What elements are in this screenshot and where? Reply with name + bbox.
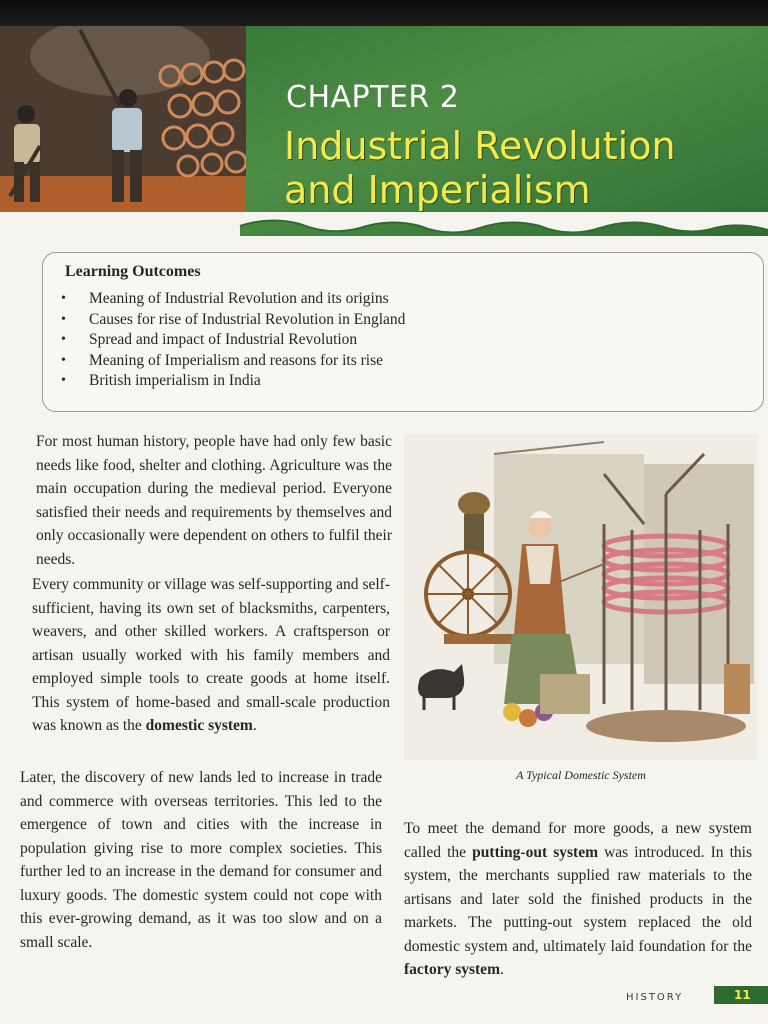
paragraph-basic-needs: For most human history, people have had only few basic needs like food, shelter and clothing. Agriculture was the main occupation during the medieval period. Everyone satisfied their needs and requirements by themselves and only occasionally were dependent on others to fulfil their needs.: [36, 433, 392, 568]
figure-caption: A Typical Domestic System: [516, 768, 646, 782]
term-factory-system: factory system: [404, 961, 500, 978]
chapter-title-line-2: and Imperialism: [284, 168, 591, 212]
page-number: 11: [714, 986, 768, 1004]
term-domestic-system: domestic system: [145, 717, 253, 734]
paragraph-text: was introduced. In this system, the merchants supplied raw materials to the artisans and later sold the finished products in the markets. The putting-out system replaced the old domestic system and, ultimately laid foundation for the: [404, 843, 752, 955]
foundry-workers-image: [0, 26, 246, 226]
paragraph-text: Every community or village was self-supporting and self-sufficient, having its own set of blacksmiths, carpenters, weavers, and other skilled workers. A craftsperson or artisan usually worked with his family members and employed simple tools to create goods at home itself. This system of home-based and small-scale production was known as the: [32, 576, 390, 734]
learning-outcomes-heading: Learning Outcomes: [65, 263, 201, 280]
learning-outcomes-box: [42, 252, 764, 412]
chapter-title: [284, 124, 764, 212]
paragraph-text: .: [252, 717, 257, 734]
learning-outcome-item: • Spread and impact of Industrial Revolution: [61, 330, 405, 351]
term-putting-out-system: putting-out system: [472, 843, 598, 861]
learning-outcomes-list: [61, 289, 405, 392]
chapter-title-line-1: Industrial Revolution: [284, 124, 676, 168]
learning-outcome-item: • Causes for rise of Industrial Revolution in England: [61, 310, 405, 331]
banner-wave-edge: [0, 212, 768, 236]
domestic-system-illustration: [404, 434, 758, 760]
page-top-edge: [0, 0, 768, 26]
paragraph-text: To meet the demand for more goods, a new system called the: [404, 820, 752, 861]
learning-outcome-item: • Meaning of Industrial Revolution and its origins: [61, 289, 405, 310]
learning-outcome-item: • British imperialism in India: [61, 371, 405, 392]
footer-section-label: HISTORY: [626, 992, 684, 1003]
chapter-banner: [0, 26, 768, 236]
paragraph-trade-growth: Later, the discovery of new lands led to increase in trade and commerce with overseas territories. This led to the emergence of town and cities with the increase in population giving rise to more complex societies. This further led to an increase in the demand for consumer and luxury goods. The domestic system could not cope with this ever-growing demand, as it was too slow and on a small scale.: [20, 769, 382, 951]
paragraph-domestic-system: [32, 573, 390, 738]
paragraph-text: .: [499, 961, 504, 978]
chapter-number: CHAPTER 2: [286, 80, 460, 115]
learning-outcome-item: • Meaning of Imperialism and reasons for its rise: [61, 351, 405, 372]
paragraph-putting-out-system: [404, 817, 752, 982]
